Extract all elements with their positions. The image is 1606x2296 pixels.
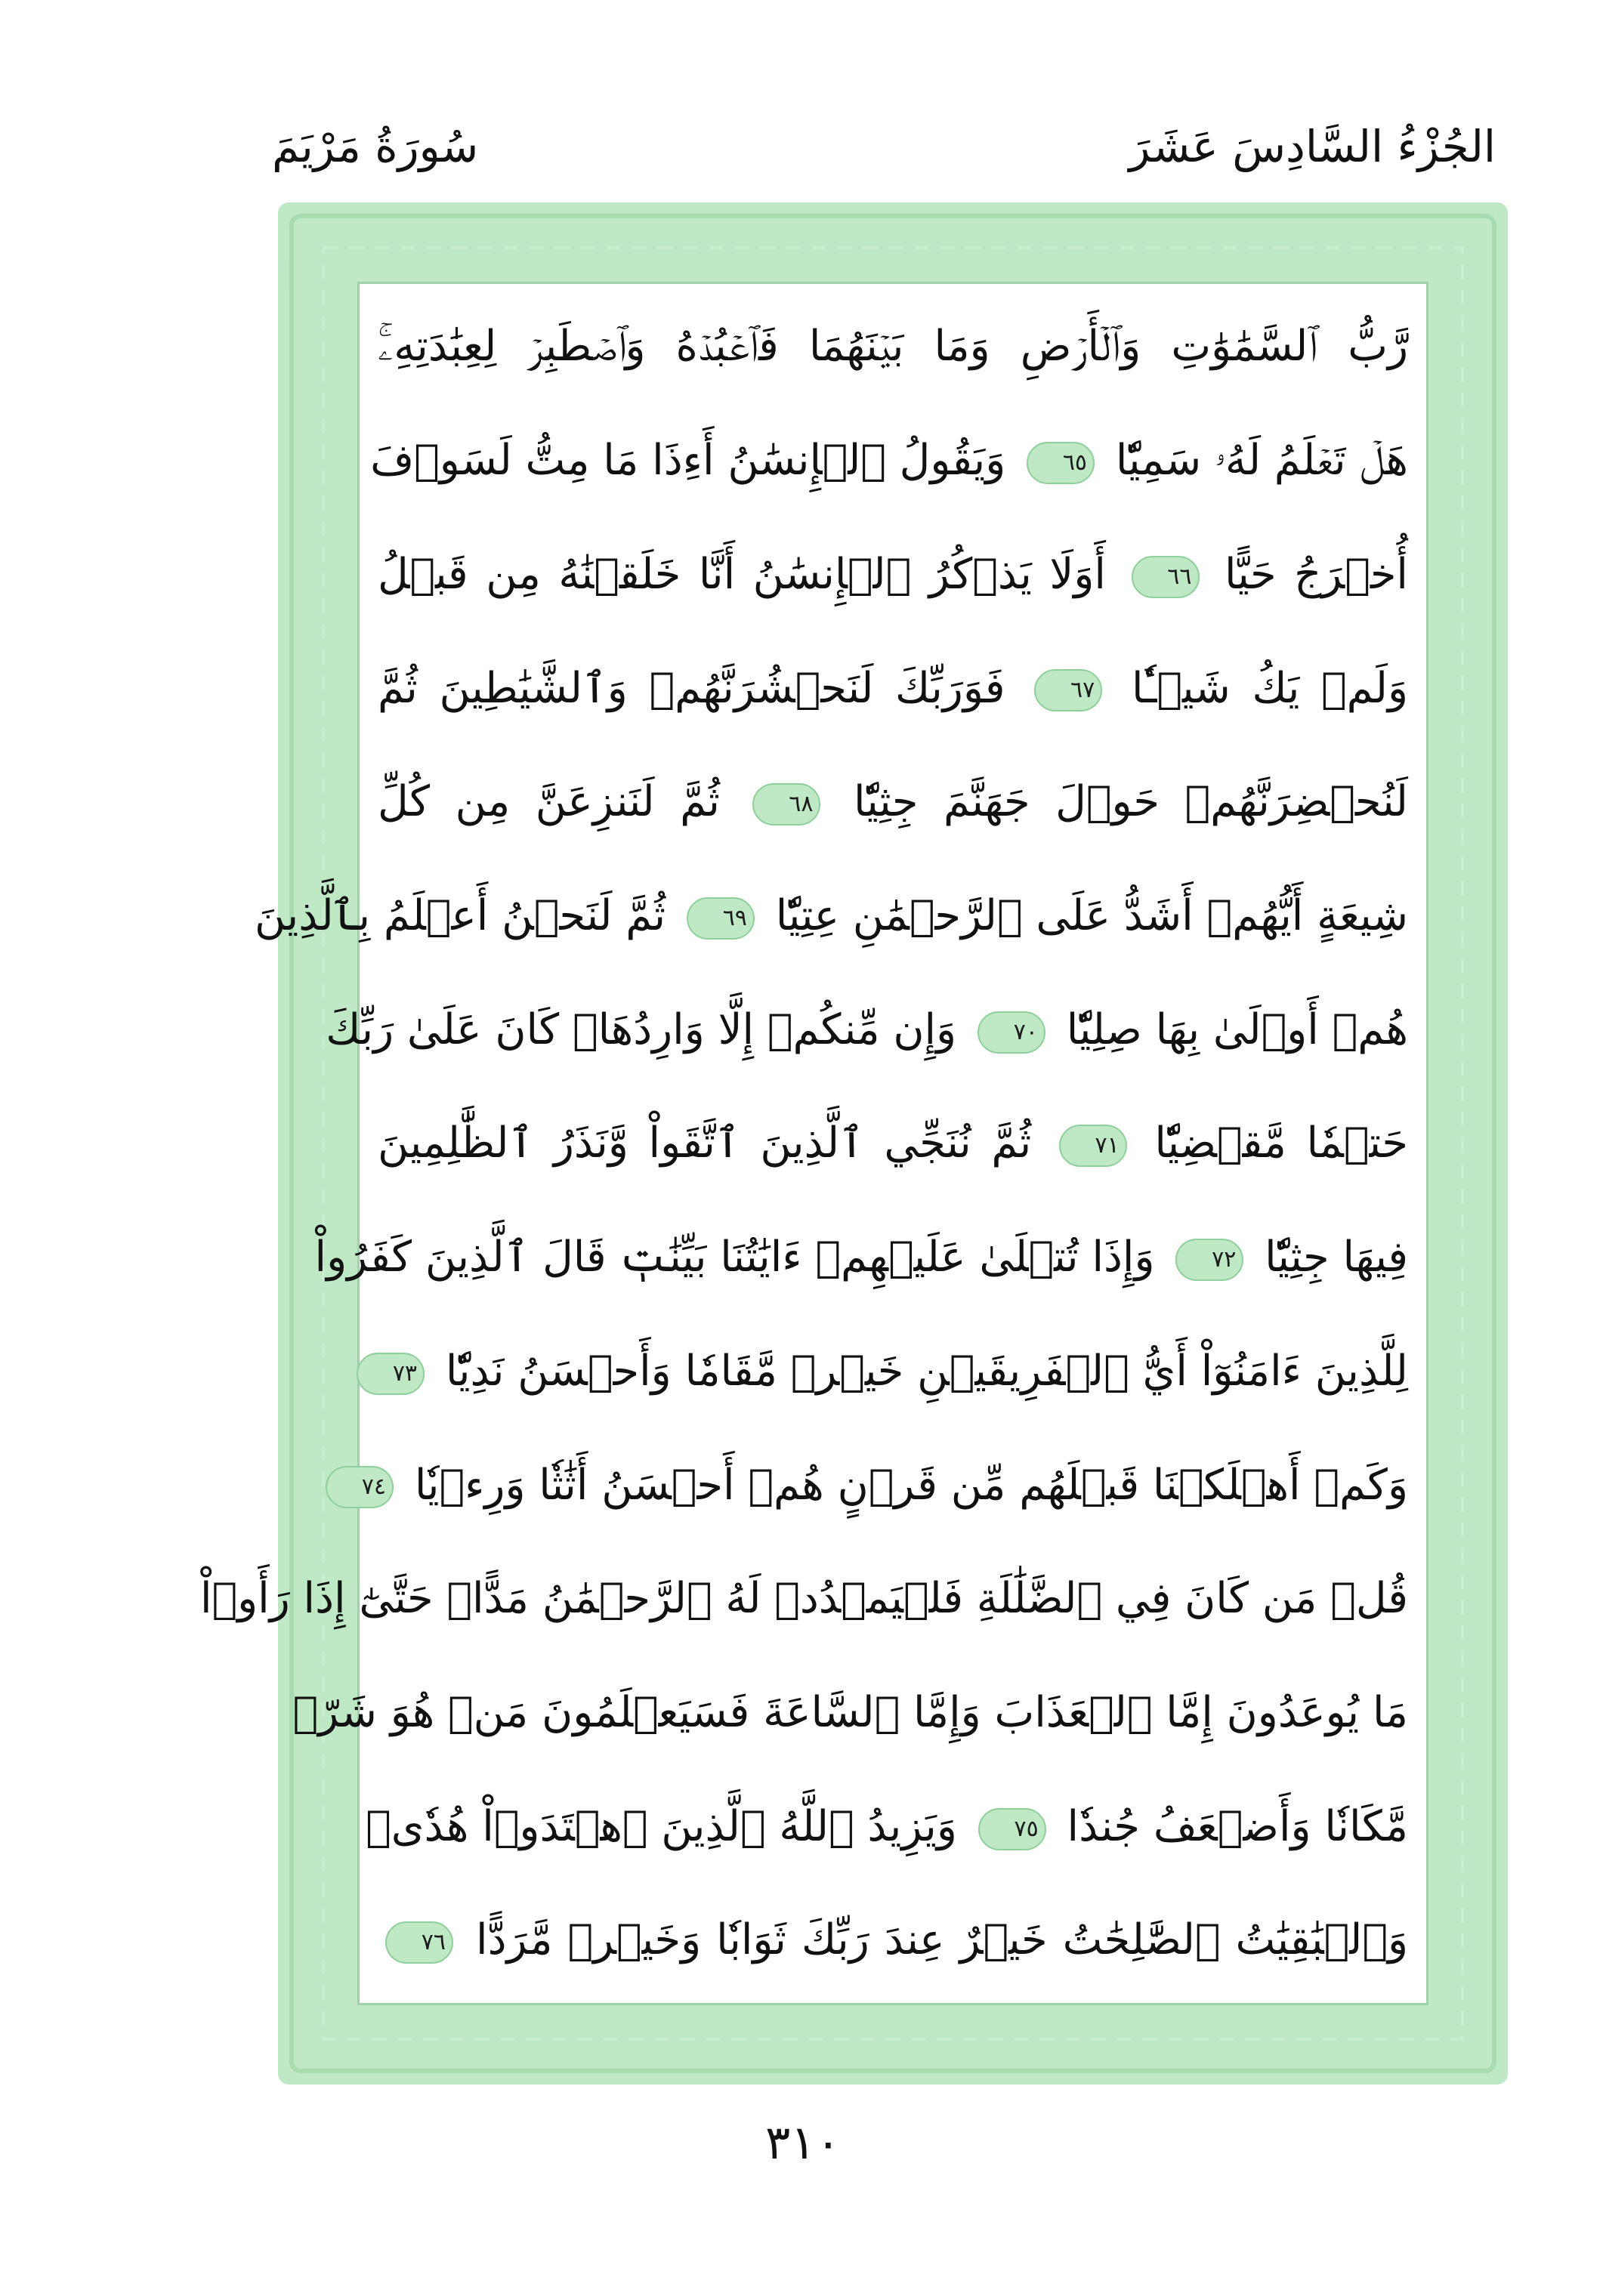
line-text-after: فَوَرَبِّكَ لَنَحۡشُرَنَّهُمۡ وَٱلشَّيَٰطِينَ ثُمَّ: [378, 663, 1005, 713]
verse-line-5: [378, 753, 1408, 851]
ayah-number-marker: ٧٤: [326, 1466, 394, 1508]
line-text-before: هَلۡ تَعۡلَمُ لَهُۥ سَمِيّٗا: [1115, 435, 1408, 485]
page-number: ٣١٠: [765, 2115, 841, 2170]
verse-line-14: [366, 1777, 1408, 1875]
line-text-after: وَيَقُولُ ٱلۡإِنسَٰنُ أَءِذَا مَا مِتُّ لَسَوۡفَ: [370, 435, 1006, 485]
verse-line-9: [314, 1208, 1408, 1307]
line-text-after: ثُمَّ نُنَجِّي ٱلَّذِينَ ٱتَّقَواْ وَّنَذَرُ ٱلظَّٰلِمِينَ: [378, 1119, 1032, 1168]
line-text-after: أَوَلَا يَذۡكُرُ ٱلۡإِنسَٰنُ أَنَّا خَلَقۡنَٰهُ مِن قَبۡلُ: [378, 549, 1106, 599]
verse-lines: [199, 298, 1408, 1989]
verse-line-4: [378, 639, 1408, 737]
verse-line-1: [378, 298, 1408, 396]
verse-line-12: [199, 1550, 1408, 1648]
line-text: قُلۡ مَن كَانَ فِي ٱلضَّلَٰلَةِ فَلۡيَمۡدُدۡ لَهُ ٱلرَّحۡمَٰنُ مَدًّاۚ حَتَّىٰٓ إِذَا رَأَوۡاْ: [199, 1574, 1408, 1624]
decorative-frame: [199, 202, 1508, 2085]
line-text-before: فِيهَا جِثِيّٗا: [1265, 1233, 1408, 1282]
line-text-after: ثُمَّ لَنَنزِعَنَّ مِن كُلِّ: [378, 777, 720, 827]
line-text-before: لِلَّذِينَ ءَامَنُوٓاْ أَيُّ ٱلۡفَرِيقَيۡنِ خَيۡرٞ مَّقَامٗا وَأَحۡسَنُ نَدِيّٗا: [445, 1346, 1408, 1396]
verse-line-10: [378, 1322, 1408, 1420]
juz-title: الجُزْءُ السَّادِسَ عَشَرَ: [1129, 121, 1496, 172]
line-text: [378, 1347, 1408, 1396]
line-text: [370, 435, 1408, 486]
surah-title: سُورَةُ مَرْيَمَ: [272, 121, 479, 172]
line-text: [366, 1801, 1408, 1851]
line-text: [255, 891, 1408, 941]
line-text: [378, 550, 1408, 599]
line-text-before: لَنُحۡضِرَنَّهُمۡ حَوۡلَ جَهَنَّمَ جِثِيّٗا: [854, 777, 1408, 827]
line-text: [378, 1119, 1408, 1168]
ayah-number-marker: ٦٩: [687, 897, 755, 940]
line-text-before: شِيعَةٍ أَيُّهُمۡ أَشَدُّ عَلَى ٱلرَّحۡمَٰنِ عِتِيّٗا: [775, 891, 1408, 941]
line-text-after: وَيَزِيدُ ٱللَّهُ ٱلَّذِينَ ٱهۡتَدَوۡاْ هُدٗىۗ: [366, 1801, 957, 1851]
line-text-after: وَإِن مِّنكُمۡ إِلَّا وَارِدُهَاۚ كَانَ عَلَىٰ رَبِّكَ: [326, 1004, 957, 1054]
verse-line-6: [255, 867, 1408, 965]
verse-line-11: [361, 1436, 1408, 1534]
verse-line-2: [370, 412, 1408, 510]
line-text-before: حَتۡمٗا مَّقۡضِيّٗا: [1154, 1119, 1408, 1168]
line-text-before: مَّكَانٗا وَأَضۡعَفُ جُندٗا: [1067, 1801, 1408, 1851]
line-text-before: هُمۡ أَوۡلَىٰ بِهَا صِلِيّٗا: [1066, 1004, 1408, 1054]
ayah-number-marker: ٦٦: [1132, 556, 1200, 598]
line-text-before: وَكَمۡ أَهۡلَكۡنَا قَبۡلَهُم مِّن قَرۡنٍ هُمۡ أَحۡسَنُ أَثَٰثٗا وَرِءۡيٗا: [414, 1460, 1408, 1510]
line-text: [326, 1004, 1408, 1054]
verse-line-13: [292, 1663, 1408, 1761]
ayah-number-marker: ٧١: [1059, 1125, 1127, 1167]
ayah-number-marker: ٧٥: [978, 1808, 1046, 1850]
verse-line-8: [378, 1094, 1408, 1193]
line-text-before: أُخۡرَجُ حَيًّا: [1225, 549, 1408, 599]
ayah-number-marker: ٦٥: [1027, 442, 1095, 484]
ayah-number-marker: ٧٣: [357, 1353, 425, 1395]
line-text-before: وَلَمۡ يَكُ شَيۡـٔٗا: [1131, 663, 1408, 713]
line-text: [361, 1460, 1408, 1510]
ayah-number-marker: ٦٧: [1034, 669, 1102, 711]
line-text: [378, 1915, 1408, 1964]
line-text: [378, 664, 1408, 713]
ayah-number-marker: ٧٦: [385, 1921, 453, 1964]
ayah-number-marker: ٧٠: [977, 1011, 1045, 1054]
line-text: [314, 1233, 1408, 1282]
text-panel: [199, 284, 1426, 2003]
ayah-number-marker: ٦٨: [752, 783, 820, 826]
line-text: رَّبُّ ٱلسَّمَٰوَٰتِ وَٱلۡأَرۡضِ وَمَا بَيۡنَهُمَا فَٱعۡبُدۡهُ وَٱصۡطَبِرۡ لِعِبَٰدَتِهِۦۚ: [378, 322, 1408, 371]
line-text-before: وَٱلۡبَٰقِيَٰتُ ٱلصَّٰلِحَٰتُ خَيۡرٌ عِندَ رَبِّكَ ثَوَابٗا وَخَيۡرٞ مَّرَدًّا: [476, 1915, 1408, 1965]
ayah-number-marker: ٧٢: [1175, 1239, 1243, 1281]
verse-line-7: [326, 980, 1408, 1079]
verse-line-15: [378, 1891, 1408, 1989]
verse-line-3: [378, 525, 1408, 623]
line-text-after: وَإِذَا تُتۡلَىٰ عَلَيۡهِمۡ ءَايَٰتُنَا بَيِّنَٰتٖ قَالَ ٱلَّذِينَ كَفَرُواْ: [314, 1233, 1155, 1282]
page-header: [272, 113, 1496, 196]
line-text: [378, 777, 1408, 826]
line-text: مَا يُوعَدُونَ إِمَّا ٱلۡعَذَابَ وَإِمَّا ٱلسَّاعَةَ فَسَيَعۡلَمُونَ مَنۡ هُوَ شَرّٞ: [292, 1687, 1408, 1737]
line-text-after: ثُمَّ لَنَحۡنُ أَعۡلَمُ بِٱلَّذِينَ: [255, 891, 666, 941]
